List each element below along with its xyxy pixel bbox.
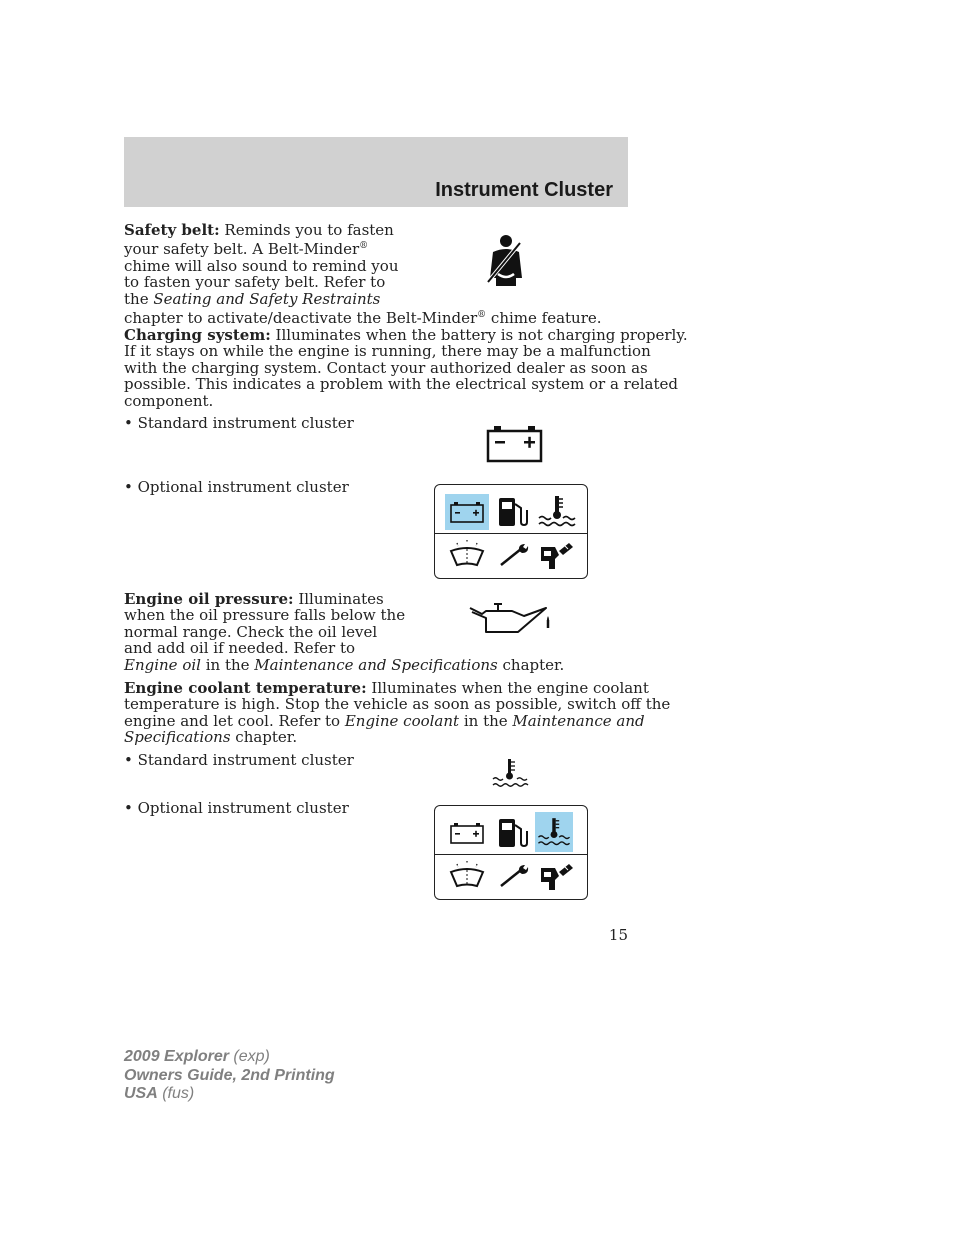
coolant-temp-icon [490, 758, 530, 790]
charging-system-label: Charging system: [124, 326, 271, 344]
battery-icon [486, 424, 544, 464]
battery-icon [445, 494, 489, 530]
safety-belt-paragraph: Safety belt: Reminds you to fasten your safety belt. A Belt-Minder® chime will also sound to remind you to fasten your safety belt. Refer to the Seating and Safety Restraints chapter to activate/deactivate the Belt-Minder® chime feature. [124, 221, 602, 328]
cluster-cell-door [535, 537, 579, 573]
engine-oil-paragraph: Engine oil pressure: Illuminates when the oil pressure falls below the normal range. Check the oil level and add oil if needed. Refer to Engine oil in the Maintenance and Specifications chapter. [124, 590, 565, 674]
seatbelt-icon [480, 232, 532, 290]
cluster-divider [435, 854, 587, 855]
charging-system-paragraph: Charging system: Illuminates when the battery is not charging properly. If it stays on while the engine is running, there may be a malfunction with the charging system. Contact your authorized dealer as soon as possible. This indicates a problem with the electrical system or a related component. [124, 326, 688, 410]
page-number: 15 [608, 926, 628, 944]
list-item: • Standard instrument cluster [124, 751, 354, 769]
list-item: • Standard instrument cluster [124, 414, 354, 432]
optional-cluster-panel [434, 484, 588, 579]
section-header [124, 137, 628, 207]
coolant-temp-icon [535, 812, 573, 852]
door-ajar-icon [535, 858, 579, 894]
door-ajar-icon [535, 537, 579, 573]
cluster-cell-fuel [491, 494, 535, 530]
cluster-cell-coolant [535, 812, 573, 852]
list-item: • Optional instrument cluster [124, 799, 349, 817]
cluster-divider [435, 533, 587, 534]
engine-coolant-label: Engine coolant temperature: [124, 679, 367, 697]
cluster-cell-battery [445, 494, 489, 530]
optional-cluster-panel [434, 805, 588, 900]
oil-can-icon [468, 600, 554, 636]
list-item: • Optional instrument cluster [124, 478, 349, 496]
cluster-cell-fuel [491, 815, 535, 851]
document-footer: 2009 Explorer (exp) Owners Guide, 2nd Printing USA (fus) [124, 1048, 335, 1102]
engine-oil-label: Engine oil pressure: [124, 590, 294, 608]
washer-fluid-icon [445, 858, 489, 894]
cluster-cell-coolant [535, 494, 579, 530]
fuel-pump-icon [491, 494, 535, 530]
battery-icon [445, 815, 489, 851]
safety-belt-label: Safety belt: [124, 221, 220, 239]
section-title: Instrument Cluster [435, 179, 613, 201]
cluster-cell-washer [445, 537, 489, 573]
cluster-cell-wrench [491, 537, 535, 573]
cluster-cell-washer [445, 858, 489, 894]
wrench-icon [491, 537, 535, 573]
cluster-cell-battery [445, 815, 489, 851]
cluster-cell-wrench [491, 858, 535, 894]
fuel-pump-icon [491, 815, 535, 851]
engine-coolant-paragraph: Engine coolant temperature: Illuminates when the engine coolant temperature is high. Stop the vehicle as soon as possible, switch off the engine and let cool. Refer to Engine coolant in the Maintenance and Specifications chapter. [124, 679, 671, 747]
coolant-temp-icon [535, 494, 579, 530]
washer-fluid-icon [445, 537, 489, 573]
cluster-cell-door [535, 858, 579, 894]
wrench-icon [491, 858, 535, 894]
